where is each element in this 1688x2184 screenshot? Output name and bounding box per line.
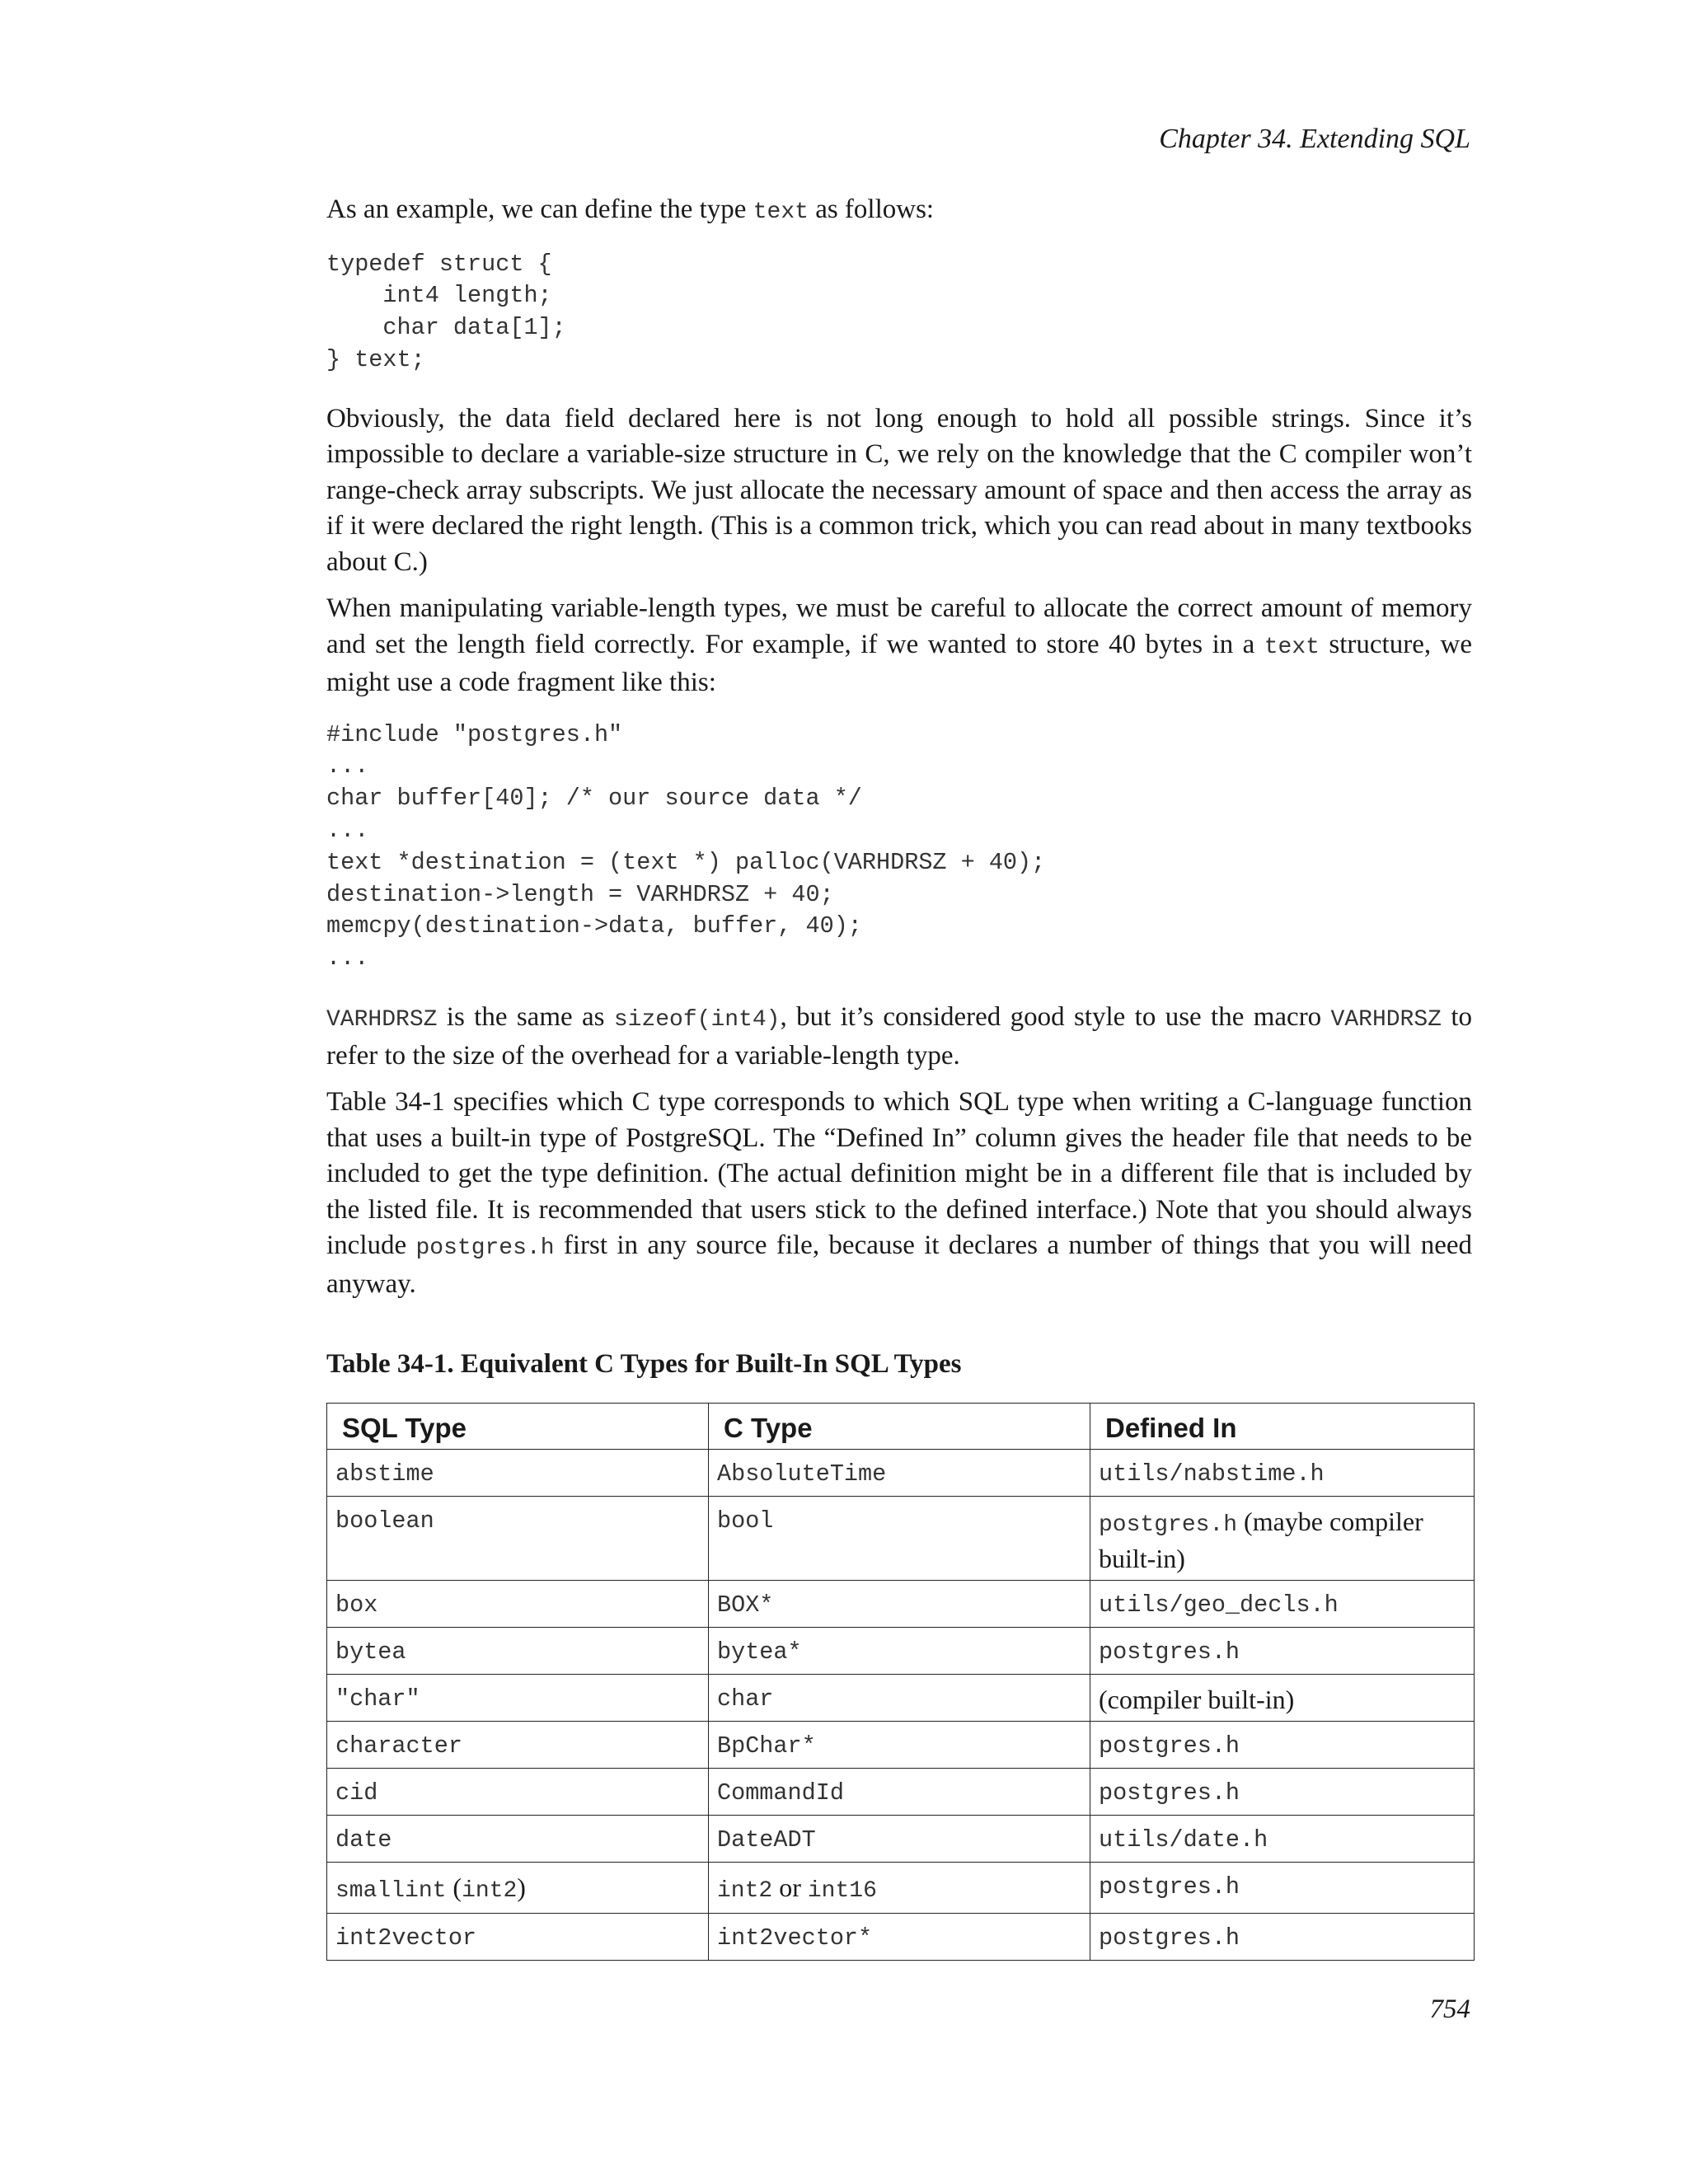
cell-defined-in bbox=[1090, 1497, 1475, 1581]
inline-code: text bbox=[1264, 634, 1320, 660]
text-run: ) bbox=[517, 1872, 526, 1903]
cell-defined-in: postgres.h bbox=[1090, 1914, 1475, 1961]
cell-sql-type: date bbox=[327, 1816, 709, 1863]
code-block-palloc: #include "postgres.h" ... char buffer[40]; /* our source data */ ... text *destination = (text *) palloc(VARHDRSZ + 40); destination->length = VARHDRSZ + 40; memcpy(destination->data, buffer, 40); ... bbox=[326, 720, 1046, 972]
text-run: When manipulating variable-length types, we must be careful to allocate the correct amount of memory and set the length field correctly. For example, if we wanted to store 40 bytes in a bbox=[326, 593, 1472, 659]
text-run: as follows: bbox=[808, 194, 935, 224]
table-row bbox=[327, 1497, 1475, 1581]
paragraph-varhdrsz bbox=[326, 1000, 1472, 1074]
cell-c-type: DateADT bbox=[709, 1816, 1090, 1863]
cell-c-type: char bbox=[709, 1675, 1090, 1722]
inline-code: VARHDRSZ bbox=[1330, 1007, 1442, 1033]
table-header-row bbox=[327, 1403, 1475, 1450]
cell-c-type bbox=[709, 1863, 1090, 1914]
text-run: , but it’s considered good style to use the macro bbox=[780, 1002, 1331, 1033]
cell-defined-in: utils/date.h bbox=[1090, 1816, 1475, 1863]
inline-code: postgres.h bbox=[415, 1235, 555, 1262]
cell-defined-in: postgres.h bbox=[1090, 1628, 1475, 1675]
cell-sql-type: abstime bbox=[327, 1450, 709, 1497]
text-run: As an example, we can define the type bbox=[326, 194, 753, 224]
paragraph-obviously: Obviously, the data field declared here is not long enough to hold all possible strings. Since it’s impossible to declare a variable-size structure in C, we rely on the knowledge that the C compiler won’t range-check array subscripts. We just allocate the necessary amount of space and then access the array as if it were declared the right length. (This is a common trick, which you can read about in many textbooks about C.) bbox=[326, 403, 1472, 577]
code-block-struct: typedef struct { int4 length; char data[1]; } text; bbox=[326, 250, 566, 373]
text-run: structure, we might use a code fragment like this: bbox=[326, 629, 1472, 698]
paragraph-variable-length bbox=[326, 591, 1472, 701]
table-row bbox=[327, 1628, 1475, 1675]
cell-sql-type: box bbox=[327, 1581, 709, 1628]
table-row bbox=[327, 1816, 1475, 1863]
cell-defined-in: (compiler built-in) bbox=[1090, 1675, 1475, 1722]
inline-code: VARHDRSZ bbox=[326, 1007, 438, 1033]
cell-defined-in: utils/nabstime.h bbox=[1090, 1450, 1475, 1497]
header-defined-in: Defined In bbox=[1090, 1403, 1475, 1450]
cell-sql-type: bytea bbox=[327, 1628, 709, 1675]
text-run: is the same as bbox=[437, 1002, 614, 1033]
cell-defined-in: postgres.h bbox=[1090, 1769, 1475, 1816]
cell-defined-in: postgres.h bbox=[1090, 1863, 1475, 1914]
cell-c-type: bool bbox=[709, 1497, 1090, 1581]
inline-code: text bbox=[753, 199, 809, 225]
cell-sql-type: boolean bbox=[327, 1497, 709, 1581]
page-content bbox=[326, 192, 1472, 1961]
cell-c-type: BOX* bbox=[709, 1581, 1090, 1628]
table-title: Table 34-1. Equivalent C Types for Built-In SQL Types bbox=[326, 1349, 962, 1380]
cell-c-type: CommandId bbox=[709, 1769, 1090, 1816]
table-row bbox=[327, 1581, 1475, 1628]
cell-sql-type: cid bbox=[327, 1769, 709, 1816]
cell-defined-in: postgres.h bbox=[1090, 1722, 1475, 1769]
inline-code: int2 bbox=[717, 1878, 773, 1905]
running-head: Chapter 34. Extending SQL bbox=[1159, 124, 1470, 154]
table-row bbox=[327, 1863, 1475, 1914]
header-sql-type: SQL Type bbox=[327, 1403, 709, 1450]
paragraph-table-intro bbox=[326, 1085, 1472, 1302]
inline-code: int2 bbox=[462, 1878, 518, 1905]
cell-sql-type: character bbox=[327, 1722, 709, 1769]
text-run: or bbox=[772, 1872, 808, 1903]
table-row bbox=[327, 1450, 1475, 1497]
cell-c-type: bytea* bbox=[709, 1628, 1090, 1675]
header-c-type: C Type bbox=[709, 1403, 1090, 1450]
text-run: first in any source file, because it declares a number of things that you will need anyway. bbox=[326, 1230, 1472, 1299]
cell-c-type: AbsoluteTime bbox=[709, 1450, 1090, 1497]
inline-code: int16 bbox=[807, 1878, 877, 1905]
cell-c-type: int2vector* bbox=[709, 1914, 1090, 1961]
types-table bbox=[326, 1403, 1475, 1961]
inline-code: postgres.h bbox=[1099, 1512, 1238, 1539]
page-number: 754 bbox=[1429, 1994, 1470, 2024]
table-row bbox=[327, 1675, 1475, 1722]
text-run: to refer to the size of the overhead for a variable-length type. bbox=[326, 1002, 1472, 1071]
cell-sql-type: "char" bbox=[327, 1675, 709, 1722]
table-row bbox=[327, 1914, 1475, 1961]
cell-sql-type: int2vector bbox=[327, 1914, 709, 1961]
cell-sql-type bbox=[327, 1863, 709, 1914]
paragraph-text-example bbox=[326, 192, 1472, 231]
table-row bbox=[327, 1769, 1475, 1816]
text-run: ( bbox=[446, 1872, 462, 1903]
table-row bbox=[327, 1722, 1475, 1769]
text-run: Table 34-1 specifies which C type corresponds to which SQL type when writing a C-language function that uses a built-in type of PostgreSQL. The “Defined In” column gives the header file that needs to be included to get the type definition. (The actual definition might be in a different file that is included by the listed file. It is recommended that users stick to the defined interface.) Note that you should always include bbox=[326, 1087, 1472, 1261]
inline-code: smallint bbox=[335, 1878, 447, 1905]
cell-defined-in: utils/geo_decls.h bbox=[1090, 1581, 1475, 1628]
cell-c-type: BpChar* bbox=[709, 1722, 1090, 1769]
text-run: (maybe compiler built-in) bbox=[1099, 1507, 1423, 1574]
inline-code: sizeof(int4) bbox=[613, 1007, 781, 1033]
